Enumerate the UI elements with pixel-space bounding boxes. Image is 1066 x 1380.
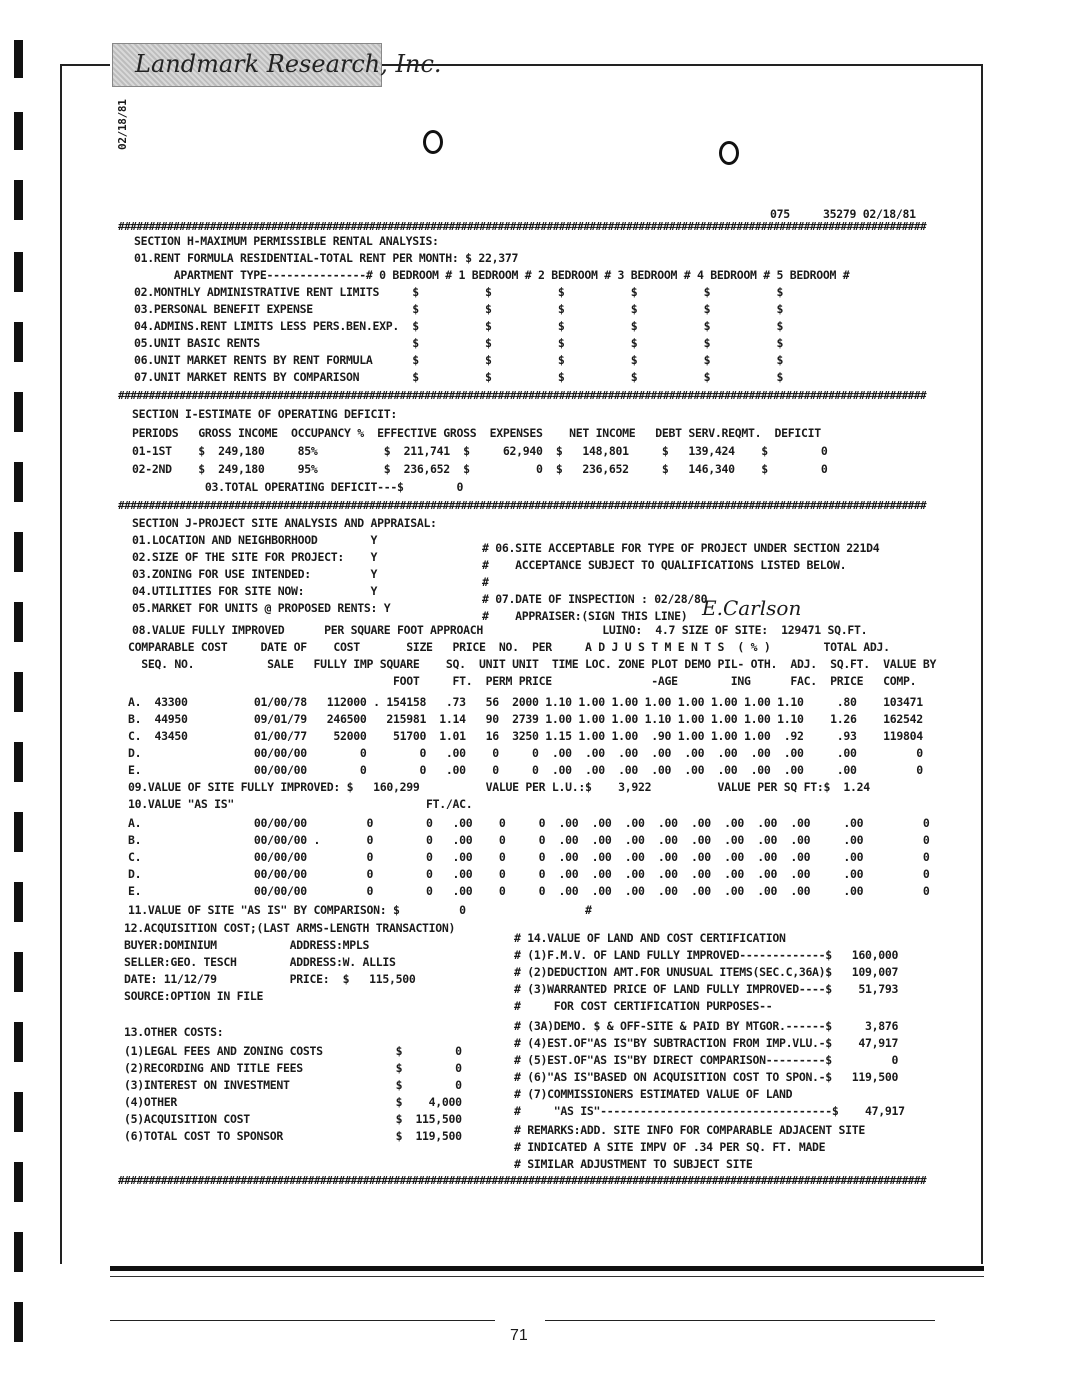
section-i-total: 03.TOTAL OPERATING DEFICIT---$ 0 bbox=[132, 480, 464, 494]
binding-bar bbox=[14, 532, 23, 572]
comparable-header: FOOT FT. PERM PRICE -AGE ING FAC. PRICE COMP. bbox=[128, 674, 917, 688]
section-h-line1: 01.RENT FORMULA RESIDENTIAL-TOTAL RENT PER MONTH: $ 22,377 bbox=[134, 251, 519, 265]
appraiser-line: # APPRAISER:(SIGN THIS LINE) bbox=[482, 609, 688, 623]
inspection-date: # 07.DATE OF INSPECTION : 02/28/80 bbox=[482, 592, 708, 606]
section-j-item: 03.ZONING FOR USE INTENDED: Y bbox=[132, 567, 378, 581]
certification-line: # (3A)DEMO. $ & OFF-SITE & PAID BY MTGOR.------$ 3,876 bbox=[514, 1019, 899, 1033]
remarks-line: # INDICATED A SITE IMPV OF .34 PER SQ. FT. MADE bbox=[514, 1140, 826, 1154]
separator: #################################################################################################################################### bbox=[118, 500, 927, 512]
binding-bar bbox=[14, 742, 23, 782]
section-h-row: 07.UNIT MARKET RENTS BY COMPARISON $ $ $ $ $ $ bbox=[134, 370, 784, 384]
section-i-title: SECTION I-ESTIMATE OF OPERATING DEFICIT: bbox=[132, 407, 397, 421]
section-i-row: 02-2ND $ 249,180 95% $ 236,652 $ 0 $ 236,652 $ 146,340 $ 0 bbox=[132, 462, 828, 476]
other-costs-line: (4)OTHER $ 4,000 bbox=[124, 1095, 462, 1109]
comparable-row: C. 43450 01/00/77 52000 51700 1.01 16 3250 1.15 1.00 1.00 .90 1.00 1.00 1.00 .92 .93 119804 bbox=[128, 729, 923, 743]
binding-bar bbox=[14, 672, 23, 712]
binding-bar bbox=[14, 180, 23, 220]
acquisition-line: BUYER:DOMINIUM ADDRESS:MPLS bbox=[124, 938, 370, 952]
punch-hole bbox=[719, 141, 739, 165]
other-costs-line: 13.OTHER COSTS: bbox=[124, 1025, 224, 1039]
certification-line: # (1)F.M.V. OF LAND FULLY IMPROVED-------------$ 160,000 bbox=[514, 948, 899, 962]
binding-bar bbox=[14, 462, 23, 502]
separator: #################################################################################################################################### bbox=[118, 1175, 927, 1187]
comparable-row: B. 44950 09/01/79 246500 215981 1.14 90 2739 1.00 1.00 1.00 1.10 1.00 1.00 1.00 1.10 1.26 162542 bbox=[128, 712, 923, 726]
comparable-row: D. 00/00/00 0 0 .00 0 0 .00 .00 .00 .00 .00 .00 .00 .00 .00 0 bbox=[128, 746, 923, 760]
other-costs-line: (1)LEGAL FEES AND ZONING COSTS $ 0 bbox=[124, 1044, 462, 1058]
footer-rule bbox=[545, 1320, 935, 1321]
other-costs-line: (2)RECORDING AND TITLE FEES $ 0 bbox=[124, 1061, 462, 1075]
as-is-row: C. 00/00/00 0 0 .00 0 0 .00 .00 .00 .00 .00 .00 .00 .00 .00 0 bbox=[128, 850, 930, 864]
section-h-row: 03.PERSONAL BENEFIT EXPENSE $ $ $ $ $ $ bbox=[134, 302, 784, 316]
binding-bar bbox=[14, 1302, 23, 1342]
certification-line: # 14.VALUE OF LAND AND COST CERTIFICATION bbox=[514, 931, 786, 945]
frame-line bbox=[382, 64, 982, 66]
comparable-row: A. 43300 01/00/78 112000 . 154158 .73 56 2000 1.10 1.00 1.00 1.00 1.00 1.00 1.00 1.10 .80 103471 bbox=[128, 695, 923, 709]
footer-rule bbox=[110, 1320, 495, 1321]
appraiser-signature: E.Carlson bbox=[702, 596, 802, 620]
frame-line bbox=[110, 1276, 984, 1277]
comparable-header: SEQ. NO. SALE FULLY IMP SQUARE SQ. UNIT UNIT TIME LOC. ZONE PLOT DEMO PIL- OTH. ADJ. SQ.FT. VALUE BY bbox=[128, 657, 937, 671]
as-is-row: A. 00/00/00 0 0 .00 0 0 .00 .00 .00 .00 .00 .00 .00 .00 .00 0 bbox=[128, 816, 930, 830]
binding-bar bbox=[14, 812, 23, 852]
section-j-title: SECTION J-PROJECT SITE ANALYSIS AND APPRAISAL: bbox=[132, 516, 437, 530]
apartment-type-header: APARTMENT TYPE---------------# 0 BEDROOM # 1 BEDROOM # 2 BEDROOM # 3 BEDROOM # 4 BEDROOM # 5 BEDROOM # bbox=[134, 268, 850, 282]
binding-bar bbox=[14, 1162, 23, 1202]
other-costs-line: (6)TOTAL COST TO SPONSOR $ 119,500 bbox=[124, 1129, 462, 1143]
other-costs-line: (3)INTEREST ON INVESTMENT $ 0 bbox=[124, 1078, 462, 1092]
remarks-line: # SIMILAR ADJUSTMENT TO SUBJECT SITE bbox=[514, 1157, 753, 1171]
binding-bar bbox=[14, 112, 23, 150]
site-acceptance-note: # ACCEPTANCE SUBJECT TO QUALIFICATIONS LISTED BELOW. bbox=[482, 558, 847, 572]
comparable-row: E. 00/00/00 0 0 .00 0 0 .00 .00 .00 .00 .00 .00 .00 .00 .00 0 bbox=[128, 763, 923, 777]
section-h-title: SECTION H-MAXIMUM PERMISSIBLE RENTAL ANALYSIS: bbox=[134, 234, 439, 248]
binding-bar bbox=[14, 1092, 23, 1132]
acquisition-line: SOURCE:OPTION IN FILE bbox=[124, 989, 264, 1003]
site-acceptance: # 06.SITE ACCEPTABLE FOR TYPE OF PROJECT UNDER SECTION 221D4 bbox=[482, 541, 880, 555]
acquisition-line: 12.ACQUISITION COST;(LAST ARMS-LENGTH TRANSACTION) bbox=[124, 921, 456, 935]
remarks-line: # REMARKS:ADD. SITE INFO FOR COMPARABLE ADJACENT SITE bbox=[514, 1123, 866, 1137]
comparable-header: COMPARABLE COST DATE OF COST SIZE PRICE NO. PER A D J U S T M E N T S ( % ) TOTAL ADJ. bbox=[128, 640, 890, 654]
separator: #################################################################################################################################### bbox=[118, 390, 927, 402]
section-j-item: 04.UTILITIES FOR SITE NOW: Y bbox=[132, 584, 378, 598]
company-logo: Landmark Research, Inc. bbox=[112, 43, 382, 87]
frame-line bbox=[60, 64, 62, 1264]
frame-line bbox=[981, 64, 983, 1264]
file-date: 02/18/81 bbox=[862, 207, 916, 221]
binding-bar bbox=[14, 252, 23, 292]
binding-bar bbox=[14, 392, 23, 432]
binding-bar bbox=[14, 602, 23, 642]
section-j-spacer: # bbox=[482, 575, 489, 589]
binding-bar bbox=[14, 322, 23, 362]
certification-line: # (5)EST.OF"AS IS"BY DIRECT COMPARISON---------$ 0 bbox=[514, 1053, 899, 1067]
side-date: 02/18/81 bbox=[116, 99, 129, 150]
separator: #################################################################################################################################### bbox=[118, 221, 927, 233]
acquisition-line: SELLER:GEO. TESCH ADDRESS:W. ALLIS bbox=[124, 955, 396, 969]
section-i-header: PERIODS GROSS INCOME OCCUPANCY % EFFECTIVE GROSS EXPENSES NET INCOME DEBT SERV.REQMT. DEFICIT bbox=[132, 426, 821, 440]
binding-bar bbox=[14, 882, 23, 922]
file-number: 35279 bbox=[823, 207, 857, 221]
site-value-line: 09.VALUE OF SITE FULLY IMPROVED: $ 160,299 VALUE PER L.U.:$ 3,922 VALUE PER SQ FT:$ 1.24 bbox=[128, 780, 870, 794]
value-as-is-line: 10.VALUE "AS IS" FT./AC. bbox=[128, 797, 473, 811]
section-h-row: 04.ADMINS.RENT LIMITS LESS PERS.BEN.EXP. $ $ $ $ $ $ bbox=[134, 319, 784, 333]
frame-line bbox=[110, 1266, 984, 1271]
section-j-item: 05.MARKET FOR UNITS @ PROPOSED RENTS: Y bbox=[132, 601, 391, 615]
certification-line: # (3)WARRANTED PRICE OF LAND FULLY IMPROVED----$ 51,793 bbox=[514, 982, 899, 996]
binding-bar bbox=[14, 40, 23, 78]
punch-hole bbox=[423, 130, 443, 154]
as-is-comparison-line: 11.VALUE OF SITE "AS IS" BY COMPARISON: $ 0 # bbox=[128, 903, 592, 917]
certification-line: # "AS IS"-----------------------------------$ 47,917 bbox=[514, 1104, 905, 1118]
binding-bar bbox=[14, 1232, 23, 1272]
as-is-row: E. 00/00/00 0 0 .00 0 0 .00 .00 .00 .00 .00 .00 .00 .00 .00 0 bbox=[128, 884, 930, 898]
section-h-row: 06.UNIT MARKET RENTS BY RENT FORMULA $ $ $ $ $ $ bbox=[134, 353, 784, 367]
certification-line: # (4)EST.OF"AS IS"BY SUBTRACTION FROM IMP.VLU.-$ 47,917 bbox=[514, 1036, 899, 1050]
acquisition-line: DATE: 11/12/79 PRICE: $ 115,500 bbox=[124, 972, 416, 986]
section-j-item: 02.SIZE OF THE SITE FOR PROJECT: Y bbox=[132, 550, 378, 564]
section-h-row: 05.UNIT BASIC RENTS $ $ $ $ $ $ bbox=[134, 336, 784, 350]
file-id: 075 bbox=[770, 207, 790, 221]
certification-line: # (6)"AS IS"BASED ON ACQUISITION COST TO SPON.-$ 119,500 bbox=[514, 1070, 899, 1084]
certification-line: # (7)COMMISSIONERS ESTIMATED VALUE OF LAND bbox=[514, 1087, 793, 1101]
certification-line: # (2)DEDUCTION AMT.FOR UNUSUAL ITEMS(SEC.C,36A)$ 109,007 bbox=[514, 965, 899, 979]
section-j-item: 01.LOCATION AND NEIGHBORHOOD Y bbox=[132, 533, 378, 547]
binding-bar bbox=[14, 952, 23, 992]
as-is-row: D. 00/00/00 0 0 .00 0 0 .00 .00 .00 .00 .00 .00 .00 .00 .00 0 bbox=[128, 867, 930, 881]
frame-line bbox=[60, 64, 110, 66]
value-fully-improved-line: 08.VALUE FULLY IMPROVED PER SQUARE FOOT APPROACH LUINO: 4.7 SIZE OF SITE: 129471 SQ.FT. bbox=[132, 623, 868, 637]
certification-line: # FOR COST CERTIFICATION PURPOSES-- bbox=[514, 999, 773, 1013]
section-h-row: 02.MONTHLY ADMINISTRATIVE RENT LIMITS $ $ $ $ $ $ bbox=[134, 285, 784, 299]
as-is-row: B. 00/00/00 . 0 0 .00 0 0 .00 .00 .00 .00 .00 .00 .00 .00 .00 0 bbox=[128, 833, 930, 847]
binding-bar bbox=[14, 1022, 23, 1062]
page-number: 71 bbox=[510, 1327, 528, 1344]
section-i-row: 01-1ST $ 249,180 85% $ 211,741 $ 62,940 $ 148,801 $ 139,424 $ 0 bbox=[132, 444, 828, 458]
other-costs-line: (5)ACQUISITION COST $ 115,500 bbox=[124, 1112, 462, 1126]
